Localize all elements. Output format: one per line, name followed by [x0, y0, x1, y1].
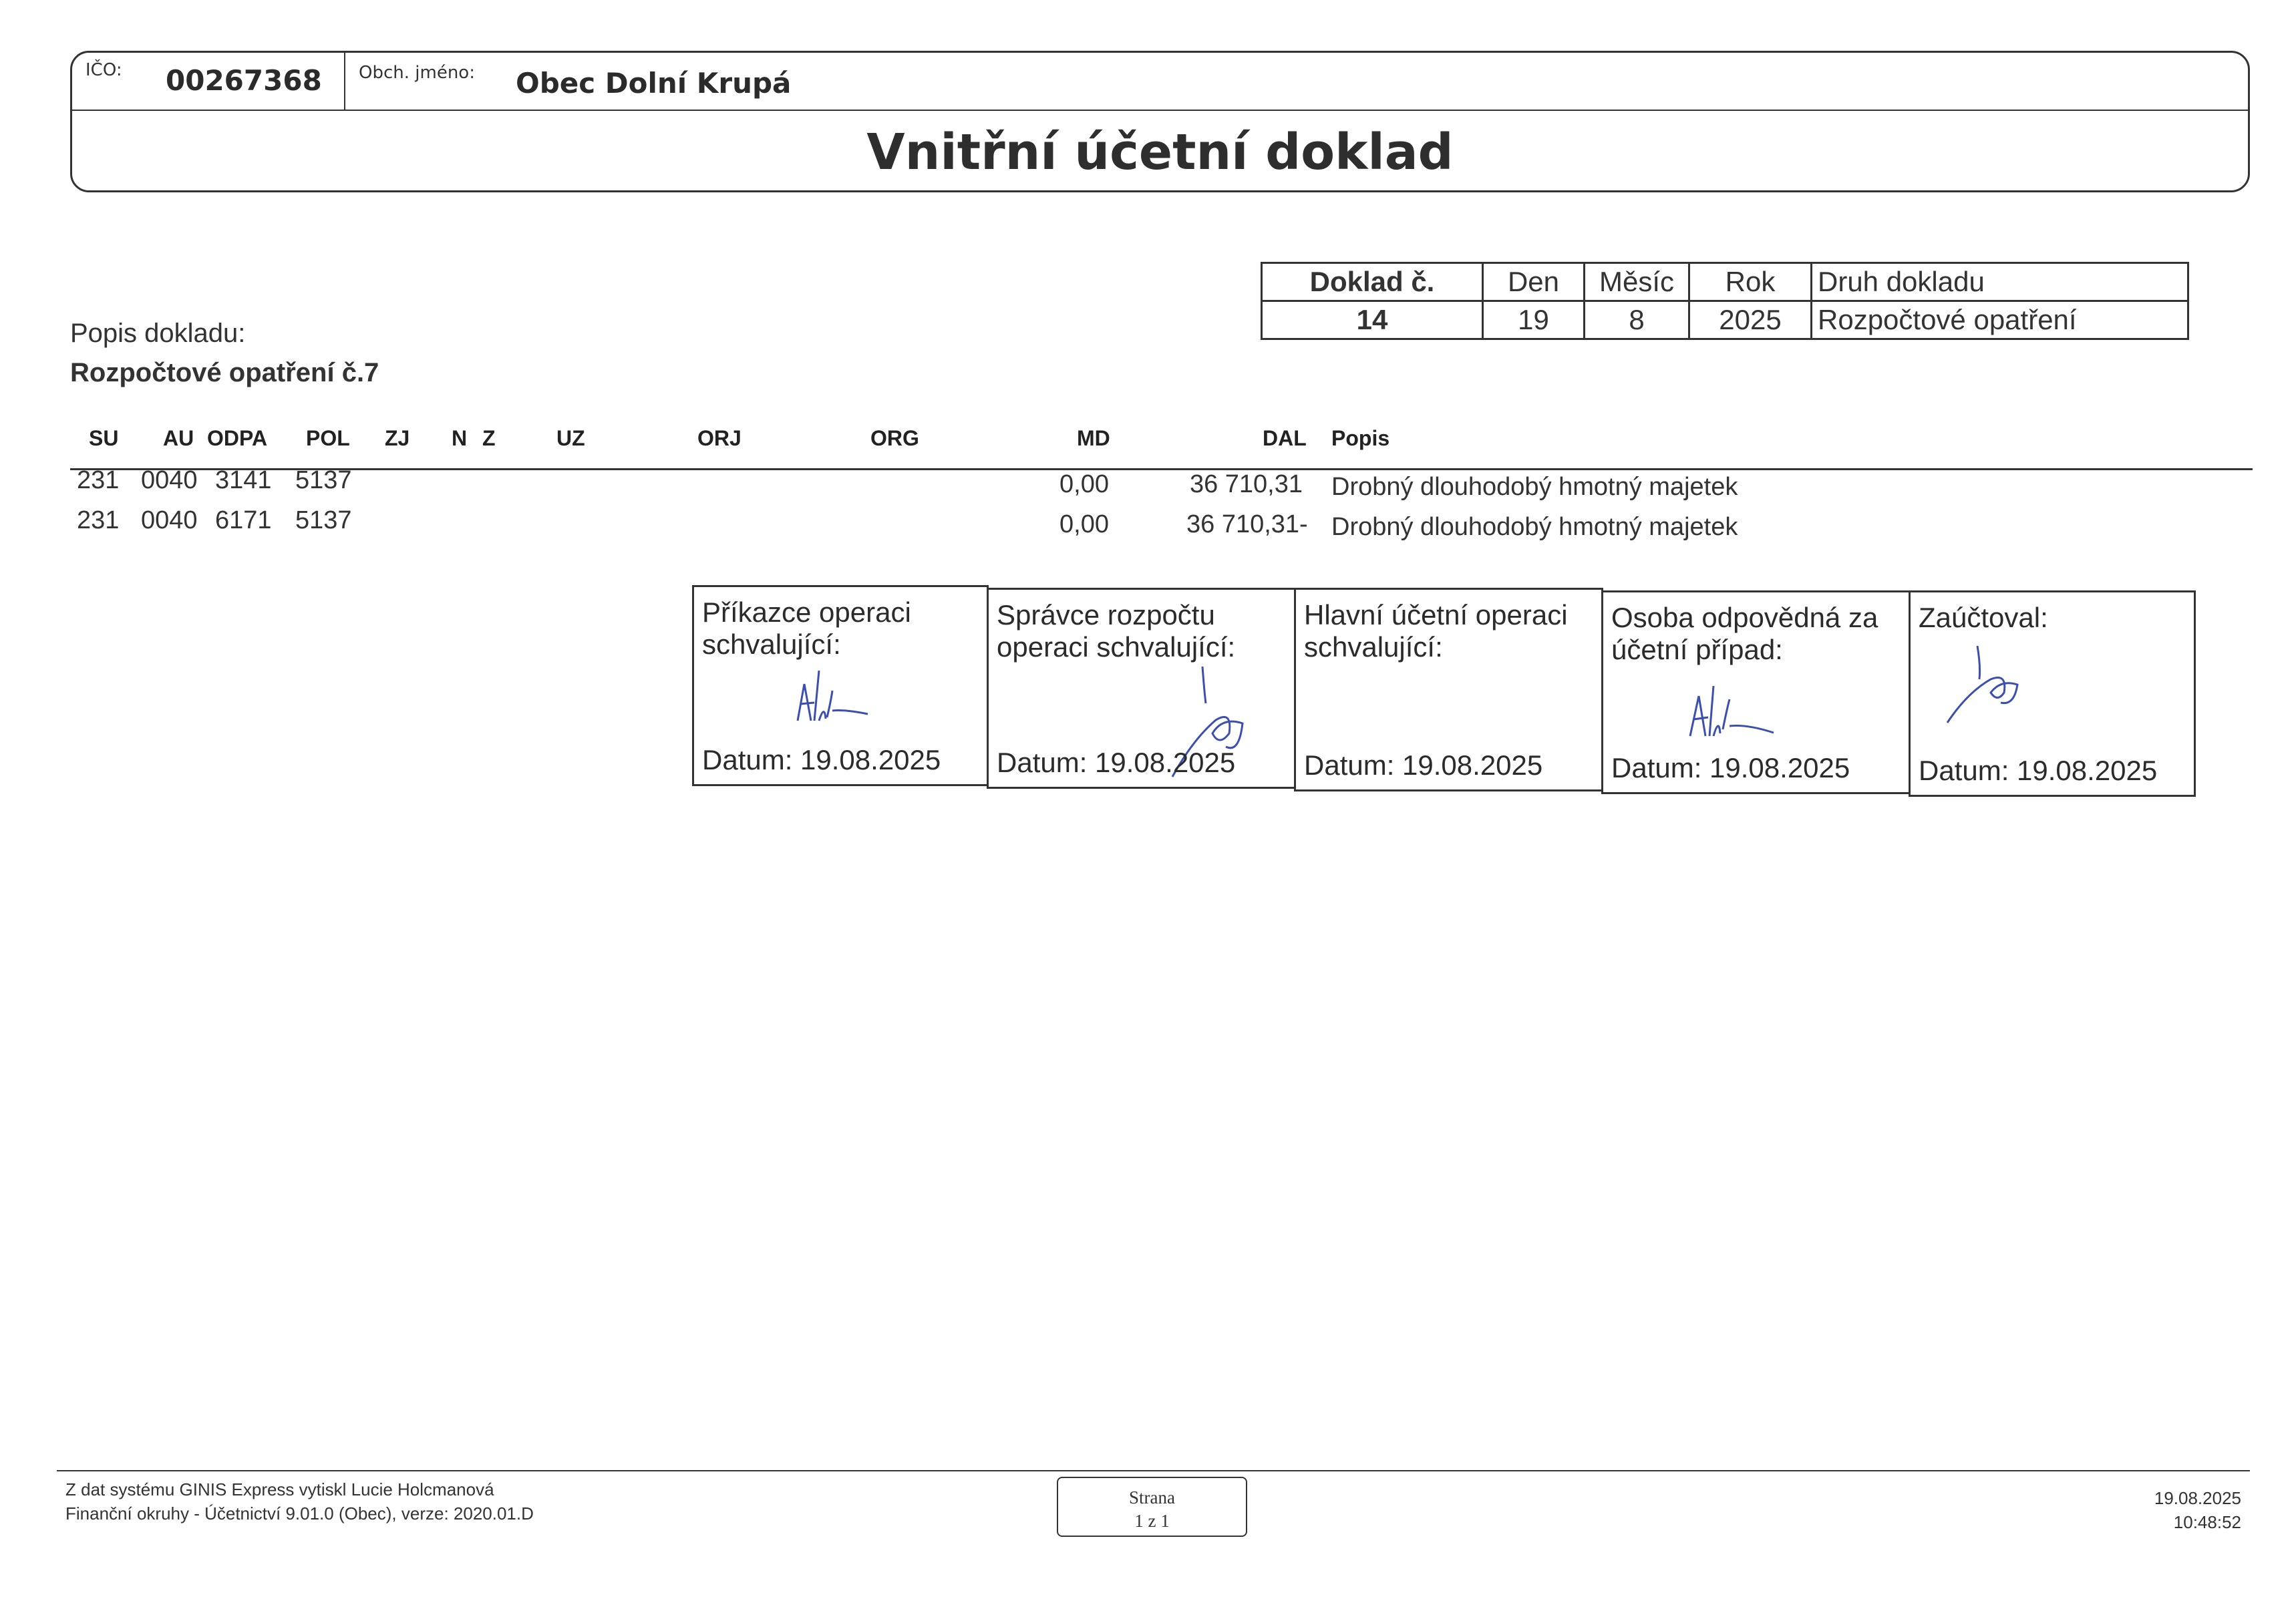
info-header-cell: Měsíc	[1585, 263, 1689, 301]
doc-day: 19	[1483, 301, 1585, 339]
row2-pol: 5137	[295, 506, 352, 534]
signature-date: Datum: 19.08.2025	[702, 744, 941, 775]
page-label: Strana	[1129, 1487, 1175, 1507]
doc-month: 8	[1585, 301, 1689, 339]
handwritten-signature	[784, 657, 878, 731]
description-value: Rozpočtové opatření č.7	[70, 358, 379, 387]
row1-au: 0040	[141, 466, 198, 494]
handwritten-signature	[1680, 669, 1780, 743]
document-info-table	[1261, 262, 2189, 340]
row2-popis: Drobný dlouhodobý hmotný majetek	[1331, 513, 1738, 541]
info-header-cell: Rok	[1689, 263, 1812, 301]
col-au: AU	[163, 426, 194, 450]
col-odpa: ODPA	[207, 426, 268, 450]
signature-date: Datum: 19.08.2025	[1611, 752, 1850, 783]
row2-su: 231	[77, 506, 120, 534]
handwritten-signature	[1934, 639, 2041, 733]
document-title: Vnitřní účetní doklad	[866, 124, 1454, 181]
col-pol: POL	[306, 426, 350, 450]
header-vertical-divider	[344, 51, 345, 110]
doc-year: 2025	[1689, 301, 1812, 339]
info-value-row	[1262, 301, 2188, 339]
signature-box-chief-accountant	[1294, 588, 1603, 791]
doc-number: 14	[1262, 301, 1483, 339]
signature-title: Příkazce operaci schvalující:	[702, 596, 911, 660]
col-n: N	[452, 426, 468, 450]
signature-title: Hlavní účetní operaci schvalující:	[1304, 599, 1568, 663]
info-header-cell: Druh dokladu	[1812, 263, 2188, 301]
footer-rule	[57, 1470, 2250, 1471]
col-orj: ORJ	[697, 426, 742, 450]
footer-system-version: Finanční okruhy - Účetnictví 9.01.0 (Obec), verze: 2020.01.D	[65, 1503, 534, 1524]
row2-md: 0,00	[1059, 510, 1109, 538]
description-label: Popis dokladu:	[70, 319, 246, 348]
business-name-value: Obec Dolní Krupá	[516, 67, 792, 100]
footer-time: 10:48:52	[2173, 1512, 2241, 1532]
col-uz: UZ	[556, 426, 585, 450]
signature-title: Správce rozpočtu operaci schvalující:	[997, 599, 1236, 663]
row2-odpa: 6171	[215, 506, 272, 534]
doc-type: Rozpočtové opatření	[1812, 301, 2188, 339]
page-value: 1 z 1	[1134, 1511, 1170, 1531]
col-popis: Popis	[1331, 426, 1390, 450]
row1-pol: 5137	[295, 466, 352, 494]
info-header-cell: Den	[1483, 263, 1585, 301]
col-su: SU	[89, 426, 119, 450]
ico-value: 00267368	[166, 64, 322, 97]
signature-box-approver	[692, 585, 989, 786]
signature-box-budget-manager	[987, 588, 1296, 789]
row1-odpa: 3141	[215, 466, 272, 494]
row1-dal: 36 710,31	[1189, 470, 1303, 498]
row1-popis: Drobný dlouhodobý hmotný majetek	[1331, 473, 1738, 501]
row2-dal: 36 710,31-	[1186, 510, 1308, 538]
footer-date: 19.08.2025	[2154, 1488, 2241, 1508]
col-org: ORG	[870, 426, 919, 450]
signature-box-booked-by	[1909, 590, 2196, 797]
page-number-box	[1057, 1477, 1247, 1537]
business-name-label: Obch. jméno:	[359, 63, 475, 83]
signature-box-responsible-person	[1601, 590, 1911, 794]
col-md: MD	[1077, 426, 1110, 450]
signature-title: Zaúčtoval:	[1919, 602, 2048, 633]
col-z: Z	[482, 426, 496, 450]
info-header-cell: Doklad č.	[1262, 263, 1483, 301]
col-dal: DAL	[1263, 426, 1307, 450]
info-header-row	[1262, 263, 2188, 301]
col-zj: ZJ	[385, 426, 410, 450]
header-divider	[70, 110, 2250, 111]
row1-md: 0,00	[1059, 470, 1109, 498]
signature-title: Osoba odpovědná za účetní případ:	[1611, 602, 1878, 665]
row2-au: 0040	[141, 506, 198, 534]
signature-date: Datum: 19.08.2025	[1304, 749, 1543, 781]
signature-date: Datum: 19.08.2025	[1919, 755, 2158, 786]
signature-date: Datum: 19.08.2025	[997, 747, 1236, 778]
footer-printed-by: Z dat systému GINIS Express vytiskl Lucie Holcmanová	[65, 1479, 494, 1499]
row1-su: 231	[77, 466, 120, 494]
ico-label: IČO:	[86, 60, 122, 80]
